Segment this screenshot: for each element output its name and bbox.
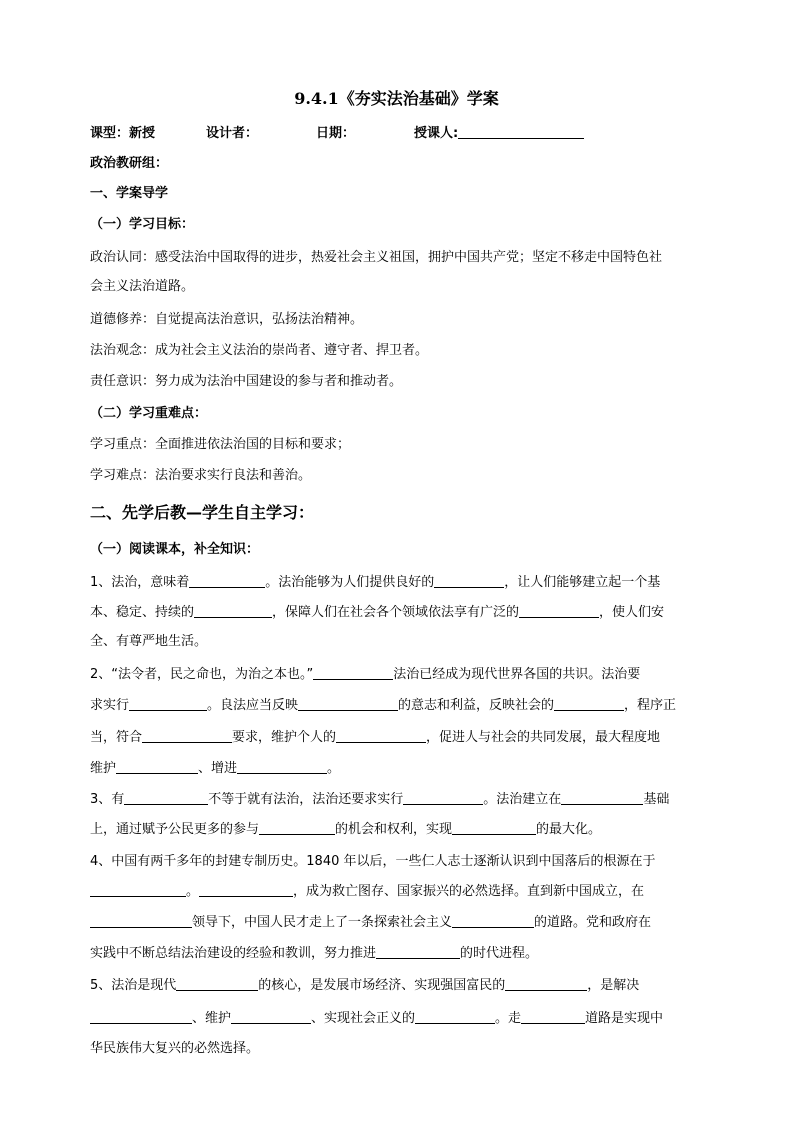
fill-blank[interactable]: [376, 944, 460, 959]
fill-blank[interactable]: [194, 603, 272, 618]
research-group: 政治教研组：: [90, 156, 169, 171]
goal-political-line2: 会主义法治道路。: [90, 279, 195, 294]
goal-political-line1: 政治认同：感受法治中国取得的进步，热爱社会主义祖国，拥护中国共产党；坚定不移走中国特色社: [90, 250, 663, 265]
teacher-label: 授课人:: [414, 124, 584, 144]
fill-blank[interactable]: [434, 573, 504, 588]
q1-line2: 本、稳定、持续的 ，保障人们在社会各个领域依法享有广泛的 ，使人们安: [90, 605, 665, 620]
section-1-heading: 一、学案导学: [90, 186, 169, 201]
goal-moral: 道德修养：自觉提高法治意识，弘扬法治精神。: [90, 312, 364, 327]
q1-line1: 1、法治，意味着 。法治能够为人们提供良好的 ，让人们能够建立起一个基: [90, 575, 661, 590]
section-1-2-heading: （二）学习重难点：: [90, 406, 208, 421]
q5-line2: 、维护 、实现社会正义的 。走 道路是实现中: [90, 1009, 712, 1029]
date-label: 日期：: [316, 126, 356, 141]
designer-label: 设计者：: [206, 126, 259, 141]
q4-line4: 实践中不断总结法治建设的经验和教训，努力推进 的时代进程。: [90, 946, 539, 961]
fill-blank[interactable]: [452, 913, 534, 928]
fill-blank[interactable]: [231, 1009, 311, 1024]
fill-blank[interactable]: [129, 696, 207, 711]
q2-line4: 维护 、增进 。: [90, 761, 341, 776]
difficult-point: 学习难点：法治要求实行良法和善治。: [90, 468, 312, 483]
fill-blank[interactable]: [116, 759, 198, 774]
fill-blank[interactable]: [336, 728, 426, 743]
fill-blank[interactable]: [90, 1009, 192, 1024]
q3-line1: 3、有 不等于就有法治，法治还要求实行 。法治建立在 基础: [90, 792, 670, 807]
q2-line1: 2、“法令者，民之命也，为治之本也。” 法治已经成为现代世界各国的共识。法治要: [90, 667, 641, 682]
fill-blank[interactable]: [298, 696, 398, 711]
fill-blank[interactable]: [176, 976, 258, 991]
teacher-blank[interactable]: [458, 124, 584, 139]
fill-blank[interactable]: [452, 820, 536, 835]
fill-blank[interactable]: [259, 820, 335, 835]
q4-line3: 领导下，中国人民才走上了一条探索社会主义 的道路。党和政府在: [90, 913, 712, 933]
fill-blank[interactable]: [519, 603, 599, 618]
fill-blank[interactable]: [237, 759, 327, 774]
q5-line1: 5、法治是现代 的核心，是发展市场经济、实现强国富民的 ，是解决: [90, 978, 640, 993]
goal-responsibility: 责任意识：努力成为法治中国建设的参与者和推动者。: [90, 374, 403, 389]
section-1-1-heading: （一）学习目标：: [90, 217, 195, 232]
key-point: 学习重点：全面推进依法治国的目标和要求；: [90, 437, 351, 452]
page-title: 9.4.1《夯实法治基础》学案: [294, 89, 499, 108]
q5-line3: 华民族伟大复兴的必然选择。: [90, 1041, 260, 1056]
fill-blank[interactable]: [415, 1009, 495, 1024]
q4-line2: 。 ，成为救亡图存、国家振兴的必然选择。直到新中国成立，在: [90, 882, 712, 902]
q2-line2: 求实行 。良法应当反映 的意志和利益，反映社会的 ，程序正: [90, 698, 677, 713]
q4-line1: 4、中国有两千多年的封建专制历史。1840 年以后，一些仁人志士逐渐认识到中国落后的根源在于: [90, 854, 656, 869]
section-2-1-heading: （一）阅读课本，补全知识：: [90, 542, 260, 557]
q3-line2: 上，通过赋予公民更多的参与 的机会和权利，实现 的最大化。: [90, 822, 602, 837]
fill-blank[interactable]: [189, 573, 265, 588]
q2-line3: 当，符合 要求，维护个人的 ，促进人与社会的共同发展，最大程度地: [90, 730, 661, 745]
fill-blank[interactable]: [90, 913, 192, 928]
fill-blank[interactable]: [554, 696, 624, 711]
section-2-heading: 二、先学后教—学生自主学习：: [90, 503, 315, 522]
fill-blank[interactable]: [199, 882, 293, 897]
fill-blank[interactable]: [561, 790, 643, 805]
fill-blank[interactable]: [505, 976, 587, 991]
fill-blank[interactable]: [403, 790, 483, 805]
q1-line3: 全、有尊严地生活。: [90, 634, 208, 649]
fill-blank[interactable]: [142, 728, 232, 743]
fill-blank[interactable]: [521, 1009, 585, 1024]
fill-blank[interactable]: [124, 790, 208, 805]
lesson-type: 课型：新授: [90, 126, 156, 141]
goal-law-concept: 法治观念：成为社会主义法治的崇尚者、遵守者、捍卫者。: [90, 343, 429, 358]
fill-blank[interactable]: [90, 882, 186, 897]
fill-blank[interactable]: [313, 665, 393, 680]
